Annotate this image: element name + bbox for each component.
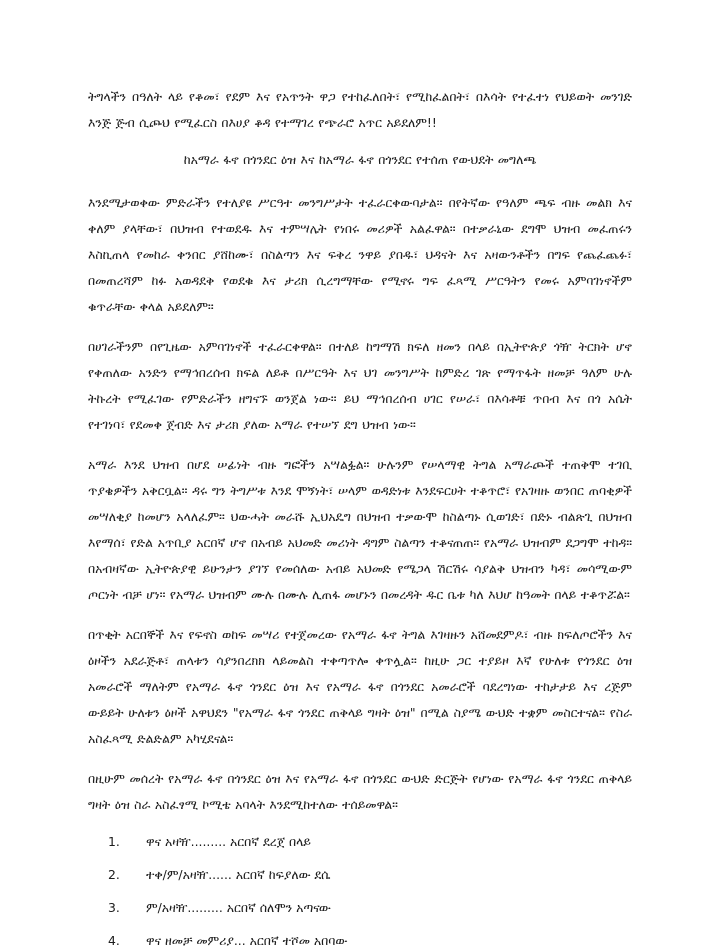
paragraph-2: በሀገራችንም በየጊዜው አምባገነኖች ተፈራርቀዋል። በተለይ ከግማሽ ክፍለ ዘመን በላይ በኢትዮጵያ ጎዥ ትርክት ሆኖ የቀጠለው አንድን የማኅበረሰብ ክፍል ለይቶ በሥርዓት እና ህገ መንግሥት ከምድረ ገጽ የማጥፋት ዘመቻ ዓለም ሁሉ ትኩረት የሚፈገው የምድራችን ዘግናኙ ወንጀል ነው። ይህ ማኅበረሰብ ሀገር የሠራ፣ በእሳቶቹ ጥበብ እና በጎ አሴት የተገነባ፣ የደመቀ ጀብድ እና ታሪክ ያለው አማራ የተሠኘ ደግ ህዝብ ነው። xyxy=(88,339,632,432)
list-number: 4. xyxy=(108,933,120,948)
document-title: ከአማራ ፋኖ በጎንደር ዕዝ እና ከአማራ ፋኖ በጎንደር የተሰጠ የውህደት መግለጫ xyxy=(183,152,537,167)
list-number: 2. xyxy=(108,867,120,882)
paragraph-5: በዚሁም መሰረት የአማራ ፋኖ በጎንደር ዕዝ እና የአማራ ፋኖ በጎንደር ውህድ ድርጅት የሆነው የአማራ ፋኖ ጎንደር ጠቅላይ ግዛት ዕዝ ስራ አስፈፃሚ ኮሚቴ አባላት እንደሚከተለው ተሰይመዋል። xyxy=(88,771,632,812)
list-text: ተቀ/ም/አዛዥ...... አርበኛ ከፍያለው ደሴ xyxy=(146,867,331,882)
list-number: 3. xyxy=(108,900,120,915)
paragraph-4: በጥቂት አርበኞች እና የፍኖስ ወከፍ መሣሪ የተጀመረው የአማራ ፋኖ ትግል እገዛዙን አሸመደምዶ፣ ብዙ ክፍለጦሮችን እና ዕዞችን አደራጅቶ፣ ጠላቱን ሳያንበረክክ ላይመልስ ተቀጣጥሎ ቀጥሏል። ከዚሁ ጋር ተያይዞ እኛ የሁለቱ የጎንደር ዕዝ አመራሮች ማለትም የአማራ ፋኖ ጎንደር ዕዝ እና የአማራ ፋኖ በጎንደር አመራሮች ባደረግነው ተከታታይ እና ረጅም ውይይት ሁለቱን ዕዞች አዋህደን "የአማራ ፋኖ ጎንደር ጠቅላይ ግዛት ዕዝ" በሚል ስያሜ ውህድ ተቋም መስርተናል። የስራ አስፈጻሚ ድልድልም አካሂደናል። xyxy=(88,627,632,746)
list-text: ዋና ዘመቻ መምሪያ... አርበኛ ተሾመ አበባው xyxy=(146,933,348,948)
lead-paragraph: ትግላችን በዓለት ላይ የቆመ፣ የደም እና የአጥንት ዋጋ የተከፈለበት፣ የሚከፈልበት፣ በእሳት የተፈተነ የህይወት መንገድ እንጅ ጅብ ሲጮህ የሚፈርስ በእሀያ ቆዳ የተማገረ የጭራሮ አጥር አይደለም!! xyxy=(88,89,632,130)
list-item xyxy=(88,832,632,852)
committee-list xyxy=(88,832,632,951)
list-item xyxy=(88,898,632,918)
list-text: ም/አዛዥ......... አርበኛ ሰለሞን አጣናው xyxy=(146,900,331,915)
paragraph-3: አማራ እንደ ህዝብ በሆደ ሠፊነት ብዙ ግፎችን አሣልፏል። ሁሉንም የሠላማዊ ትግል አማራጮች ተጠቅሞ ተገቢ ጥያቄዎችን አቅርቧል። ዳሩ ግን ትግሥቱ እንደ ሞኝነት፣ ሠላም ወዳድነቱ እንደፍርሀት ተቆጥሮ፣ የአገዛዙ ወንበር ጠባቂዎች መሣለቂያ ከመሆን አላለፈም። ህውሓት መራሹ ኢህአዴግ በህዝብ ተቃውሞ ከስልጣኑ ሲወገድ፣ በድኑ ብልጽጊ በህዝብ እየማሰ፣ የድል አጥቢያ አርበኛ ሆኖ በአብይ አህመድ መሪነት ዳግም ስልጣን ተቆናጠጠ። የአማራ ህዝብም ደጋግሞ ተከዳ። በአብዛኛው ኢትዮጵያዊ ይሁንታን ያገኘ የመሰለው አብይ አህመድ የሜጋላ ሽርሽሩ ሳያልቅ ህዝብን ካዳ፣ መሳሚውም ጦርነት ብቻ ሆነ። የአማራ ህዝብም ሙሉ በሙሉ ሊጠፋ መሆኑን በመረዳት ዱር ቤቱ ካለ እህሆ ከዓመት በላይ ተቆጥሯል። xyxy=(88,457,632,602)
list-text: ዋና አዛዥ......... አርበኛ ደረጀ በላይ xyxy=(146,834,311,849)
list-item xyxy=(88,865,632,885)
paragraph-1: እንደሚታወቀው ምድራችን የተለያዩ ሥርዓተ መንግሥታት ተፈራርቀውባታል። በየትኛው የዓለም ጫፍ ብዙ መልክ እና ቀለም ያላቸው፣ በህዝብ የተወደዱ እና ተምሣሌት የነበሩ መሪዎች አልፈዋል። በተቃራኒው ደግሞ ህዝብ መፈጠሩን እስኪጠላ የመከራ ቀንበር ያሸከሙ፣ በስልጣን እና ፍቅረ ንዋይ ያበዱ፣ ህዳናት እና አዛውንቶችን በግፍ የጨፈጨፉ፣ በመጠረሻም ከፉ አወዳደቅ የወደቁ እና ታሪክ ሲረግማቸው የሚኖሩ ግፍ ፈጻሚ ሥርዓትን የመሩ አምባገነኖችም ቁጥራቸው ቀላል አይደለም። xyxy=(88,195,632,314)
list-item xyxy=(88,931,632,951)
list-number: 1. xyxy=(108,834,120,849)
